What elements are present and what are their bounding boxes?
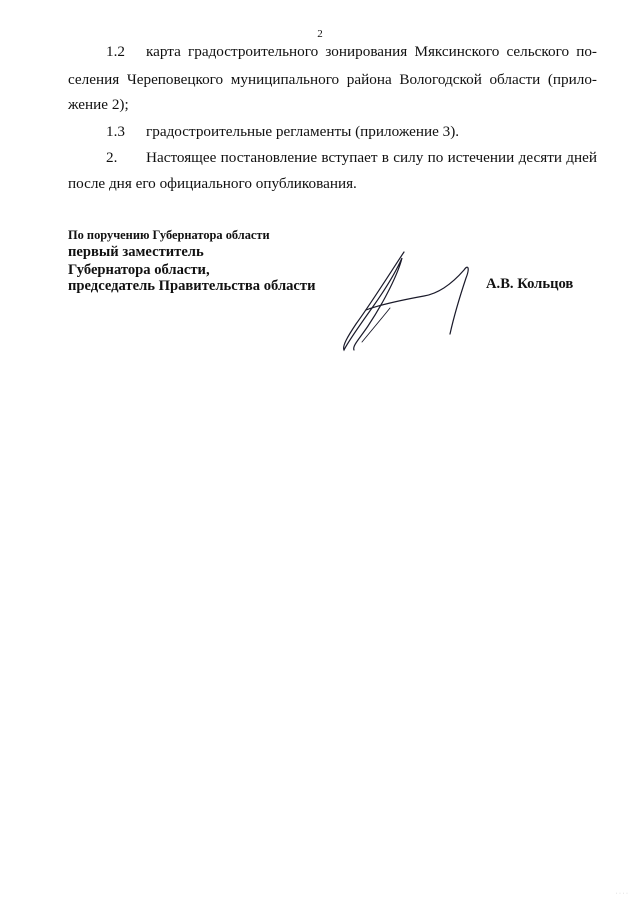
signatory-position: первый заместитель (68, 244, 204, 260)
signatory-position: председатель Правительства области (68, 278, 316, 294)
signatory-position: Губернатора области, (68, 262, 210, 278)
page-number: 2 (317, 28, 323, 40)
item-text-line: карта градостроительного зонирования Мяксинского сельского по- (146, 43, 597, 60)
handwritten-signature (332, 246, 482, 356)
signatory-name: А.В. Кольцов (486, 276, 574, 292)
item-text-line: градостроительные регламенты (приложение 3). (146, 123, 460, 140)
item-text-line: Настоящее постановление вступает в силу по истечении десяти дней (146, 149, 597, 166)
item-number: 1.2 (106, 43, 125, 60)
scan-artifact: · · · · (615, 891, 628, 897)
item-text-line: после дня его официального опубликования. (68, 175, 357, 192)
item-number: 1.3 (106, 123, 125, 140)
item-number: 2. (106, 149, 118, 166)
signature-instruction: По поручению Губернатора области (68, 228, 270, 242)
item-text-line: жение 2); (68, 96, 129, 113)
item-text-line: селения Череповецкого муниципального района Вологодской области (прило- (68, 71, 597, 88)
